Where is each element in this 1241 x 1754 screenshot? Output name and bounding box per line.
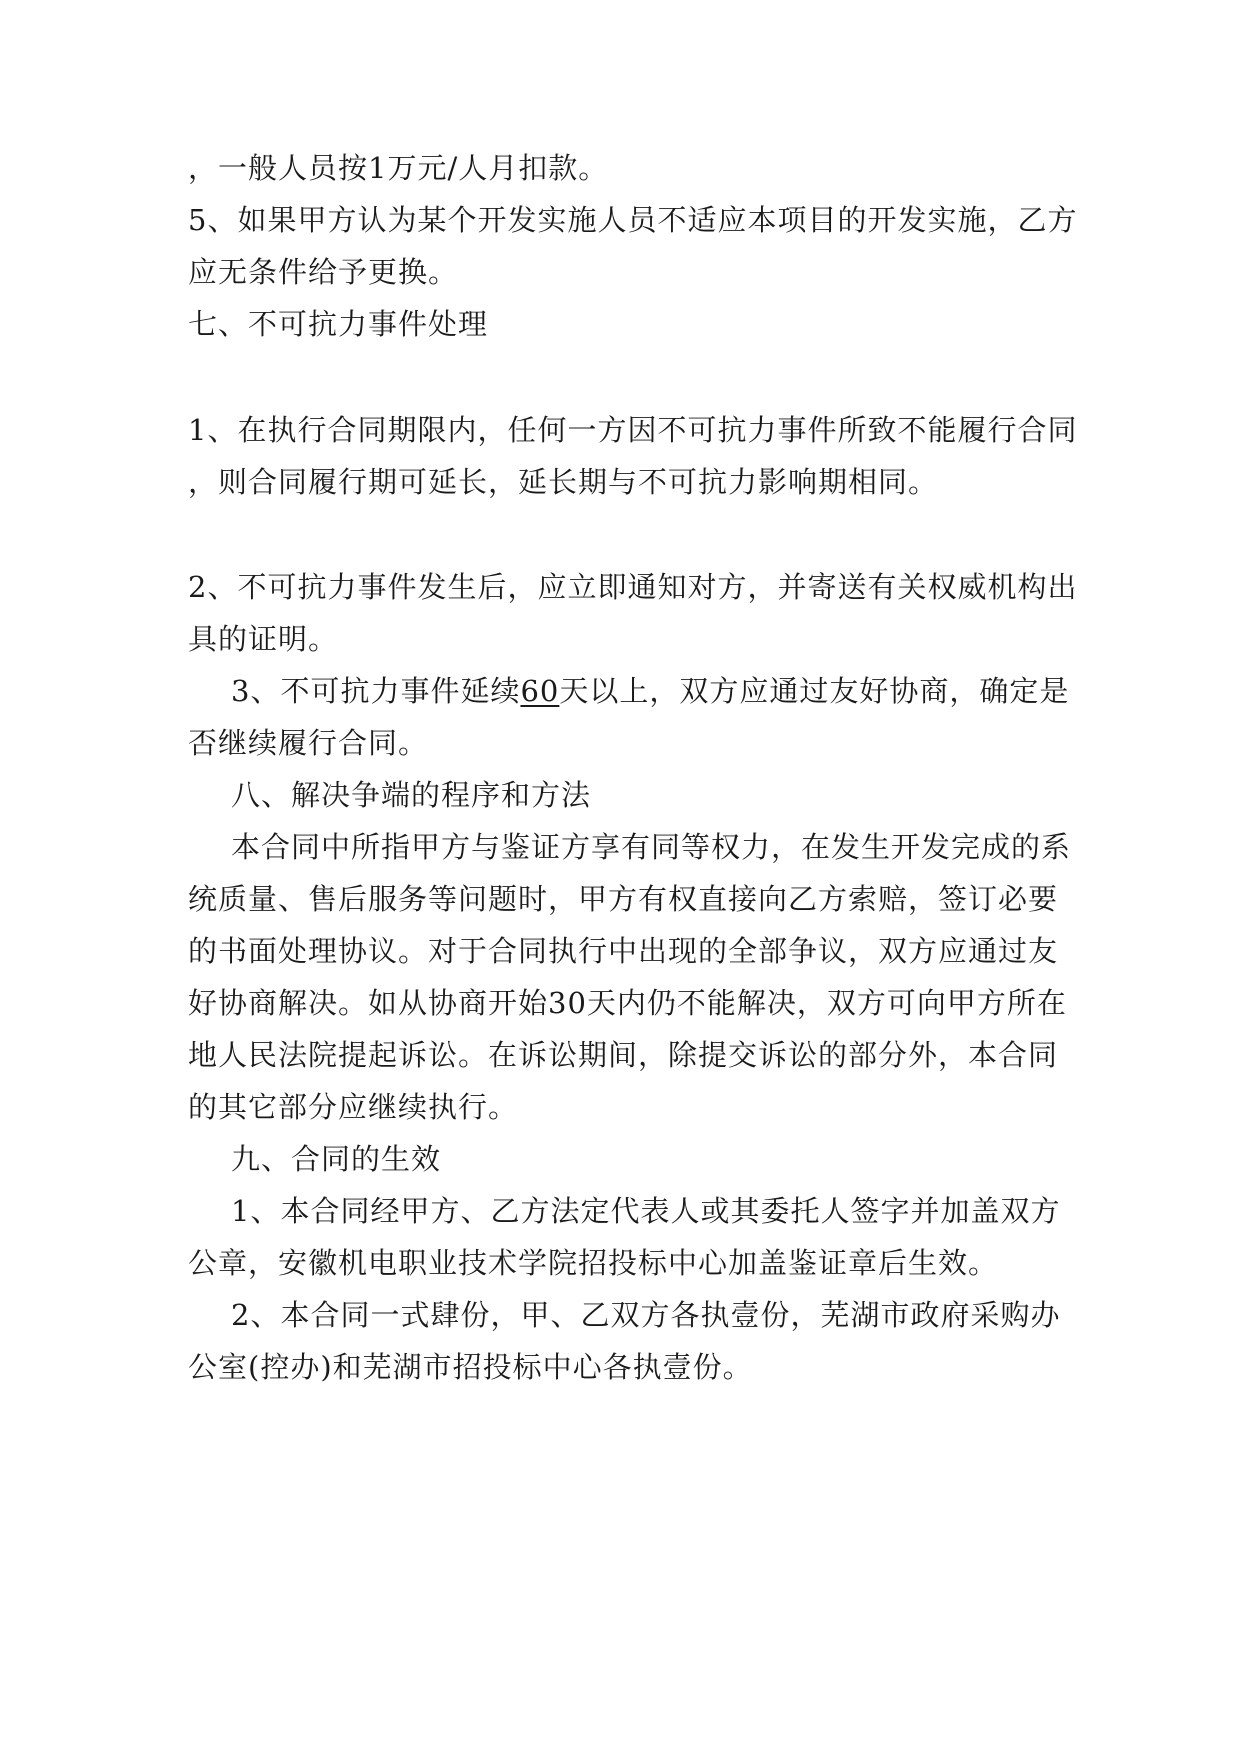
text-line-fm-clause-1: 1、在执行合同期限内，任何一方因不可抗力事件所致不能履行合同 [188,413,1078,447]
text-line-clause-5: 5、如果甲方认为某个开发实施人员不适应本项目的开发实施，乙方 [188,203,1078,237]
text-line-dispute-4: 好协商解决。如从协商开始30天内仍不能解决，双方可向甲方所在 [188,986,1067,1020]
clause-3-prefix: 3、不可抗力事件延续 [231,674,521,708]
text-line-effect-clause-1-cont: 公章，安徽机电职业技术学院招投标中心加盖鉴证章后生效。 [188,1246,999,1280]
text-line-effect-clause-2: 2、本合同一式肆份，甲、乙双方各执壹份，芜湖市政府采购办 [231,1298,1061,1332]
text-line-fm-clause-2-cont: 具的证明。 [188,622,339,656]
section-heading-dispute-resolution: 八、解决争端的程序和方法 [231,778,592,812]
text-line-fm-clause-1-cont: ，则合同履行期可延长，延长期与不可抗力影响期相同。 [188,465,939,499]
text-line-fm-clause-3-cont: 否继续履行合同。 [188,726,429,760]
text-line-effect-clause-1: 1、本合同经甲方、乙方法定代表人或其委托人签字并加盖双方 [231,1194,1061,1228]
underlined-days-value: 60 [520,674,560,708]
section-heading-effectiveness: 九、合同的生效 [231,1142,442,1176]
clause-3-suffix: 天以上，双方应通过友好协商，确定是 [559,674,1070,708]
text-line-dispute-1: 本合同中所指甲方与鉴证方享有同等权力，在发生开发完成的系 [231,830,1072,864]
text-line-dispute-2: 统质量、售后服务等问题时，甲方有权直接向乙方索赔，签订必要 [188,882,1059,916]
text-line-effect-clause-2-cont: 公室(控办)和芜湖市招投标中心各执壹份。 [188,1350,753,1384]
text-line-dispute-3: 的书面处理协议。对于合同执行中出现的全部争议，双方应通过友 [188,934,1059,968]
text-line-fm-clause-2: 2、不可抗力事件发生后，应立即通知对方，并寄送有关权威机构出 [188,570,1078,604]
text-line-dispute-5: 地人民法院提起诉讼。在诉讼期间，除提交诉讼的部分外，本合同 [188,1038,1059,1072]
section-heading-force-majeure: 七、不可抗力事件处理 [188,307,489,341]
text-line-clause-5-cont: 应无条件给予更换。 [188,255,459,289]
text-line-fm-clause-3 [231,671,1069,711]
text-line-dispute-6: 的其它部分应继续执行。 [188,1090,519,1124]
text-line-deduction-rate: ，一般人员按1万元/人月扣款。 [188,151,609,185]
